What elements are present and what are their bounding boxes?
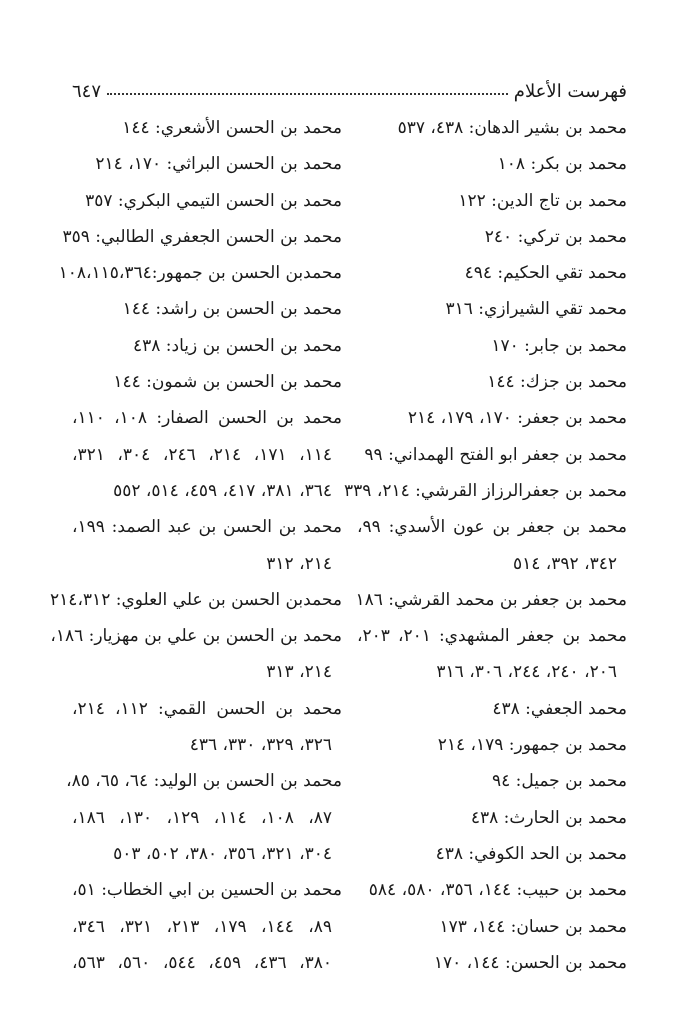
index-entry-continuation: ٣٦٤، ٣٨١، ٤١٧، ٤٥٩، ٥١٤، ٥٥٢ <box>113 480 332 501</box>
index-entry-continuation: ٣٨٠، ٤٣٦، ٤٥٩، ٥٤٤، ٥٦٠، ٥٦٣، <box>72 952 333 973</box>
index-entry: محمد بن حسان: ١٤٤، ١٧٣ <box>439 916 627 937</box>
index-entry: محمد بن جزك: ١٤٤ <box>487 372 627 393</box>
page-number: ٦٤٧ <box>72 81 102 102</box>
index-entry: محمد بن جعفر بن محمد القرشي: ١٨٦ <box>355 589 627 610</box>
index-entry: محمد بن الحسن: ١٤٤، ١٧٠ <box>433 952 627 973</box>
right-column <box>344 110 628 981</box>
index-entry-continuation: ٢١٤، ٣١٣ <box>266 662 332 683</box>
index-entry: محمدبن الحسن بن جمهور:١٠٨،١١٥،٣٦٤ <box>58 263 342 284</box>
index-entry: محمد بن جميل: ٩٤ <box>491 771 627 792</box>
index-entry-continuation: ٨٩، ١٤٤، ١٧٩، ٢١٣، ٣٢١، ٣٤٦، <box>72 916 333 937</box>
index-entry-continuation: ٣٢٦، ٣٢٩، ٣٣٠، ٤٣٦ <box>189 735 332 756</box>
index-entry: محمد بن جعفرالرزاز القرشي: ٢١٤، ٣٣٩ <box>344 480 627 501</box>
running-header <box>72 68 627 102</box>
index-entry: محمد بن الحسن بن شمون: ١٤٤ <box>113 372 342 393</box>
index-entry-continuation: ٣٤٢، ٣٩٢، ٥١٤ <box>513 553 617 574</box>
index-entry: محمد بن جعفر المشهدي: ٢٠١، ٢٠٣، <box>357 626 628 647</box>
index-entry: محمد بن جابر: ١٧٠ <box>491 335 627 356</box>
index-entry: محمد بن بكر: ١٠٨ <box>497 154 627 175</box>
header-dot-leader <box>107 93 508 95</box>
index-entry: محمدبن الحسن بن علي العلوي: ٢١٤،٣١٢ <box>50 589 342 610</box>
index-entry: محمد بن الحسن القمي: ١١٢، ٢١٤، <box>72 698 342 719</box>
index-entry: محمد بن الحد الكوفي: ٤٣٨ <box>435 843 627 864</box>
index-entry: محمد بن جعفر بن عون الأسدي: ٩٩، <box>357 517 627 538</box>
index-entry: محمد بن جعفر: ١٧٠، ١٧٩، ٢١٤ <box>407 408 627 429</box>
index-entry: محمد تقي الشيرازي: ٣١٦ <box>445 299 627 320</box>
index-entry: محمد بن الحسين بن ابي الخطاب: ٥١، <box>72 880 342 901</box>
index-entry: محمد بن الحسن الصفار: ١٠٨، ١١٠، <box>72 408 343 429</box>
index-entry: محمد بن الحسن البراثي: ١٧٠، ٢١٤ <box>95 154 342 175</box>
index-entry: محمد بن الحارث: ٤٣٨ <box>470 807 627 828</box>
index-entry-continuation: ٢٠٦، ٢٤٠، ٢٤٤، ٣٠٦، ٣١٦ <box>436 662 617 683</box>
index-entry: محمد بن جمهور: ١٧٩، ٢١٤ <box>437 735 627 756</box>
index-entry: محمد بن حبيب: ١٤٤، ٣٥٦، ٥٨٠، ٥٨٤ <box>368 880 627 901</box>
index-entry: محمد بن الحسن بن عبد الصمد: ١٩٩، <box>72 517 342 538</box>
index-entry: محمد بن بشير الدهان: ٤٣٨، ٥٣٧ <box>397 118 627 138</box>
index-entry: محمد بن جعفر ابو الفتح الهمداني: ٩٩ <box>364 444 627 465</box>
index-entry-continuation: ٣٠٤، ٣٢١، ٣٥٦، ٣٨٠، ٥٠٢، ٥٠٣ <box>113 843 332 864</box>
index-entry: محمد بن الحسن بن علي بن مهزيار: ١٨٦، <box>50 626 342 647</box>
header-title: فهرست الأعلام <box>513 81 627 102</box>
index-entry: محمد بن الحسن بن راشد: ١٤٤ <box>122 299 342 320</box>
index-entry: محمد بن الحسن بن زياد: ٤٣٨ <box>132 335 342 356</box>
index-entry-continuation: ٢١٤، ٣١٢ <box>266 553 332 574</box>
index-entry: محمد بن الحسن التيمي البكري: ٣٥٧ <box>85 190 342 211</box>
index-entry: محمد بن الحسن الجعفري الطالبي: ٣٥٩ <box>62 226 342 247</box>
index-entry: محمد بن الحسن الأشعري: ١٤٤ <box>122 118 342 138</box>
index-entry-continuation: ٨٧، ١٠٨، ١١٤، ١٢٩، ١٣٠، ١٨٦، <box>72 807 333 828</box>
left-column <box>50 110 343 981</box>
index-entry: محمد بن تركي: ٢٤٠ <box>484 226 627 247</box>
index-entry: محمد بن تاج الدين: ١٢٢ <box>458 190 627 211</box>
index-entry: محمد بن الحسن بن الوليد: ٦٤، ٦٥، ٨٥، <box>66 771 342 792</box>
index-entry-continuation: ١١٤، ١٧١، ٢١٤، ٢٤٦، ٣٠٤، ٣٢١، <box>72 444 333 465</box>
index-entry: محمد الجعفي: ٤٣٨ <box>492 698 627 719</box>
index-entry: محمد تقي الحكيم: ٤٩٤ <box>464 263 627 284</box>
